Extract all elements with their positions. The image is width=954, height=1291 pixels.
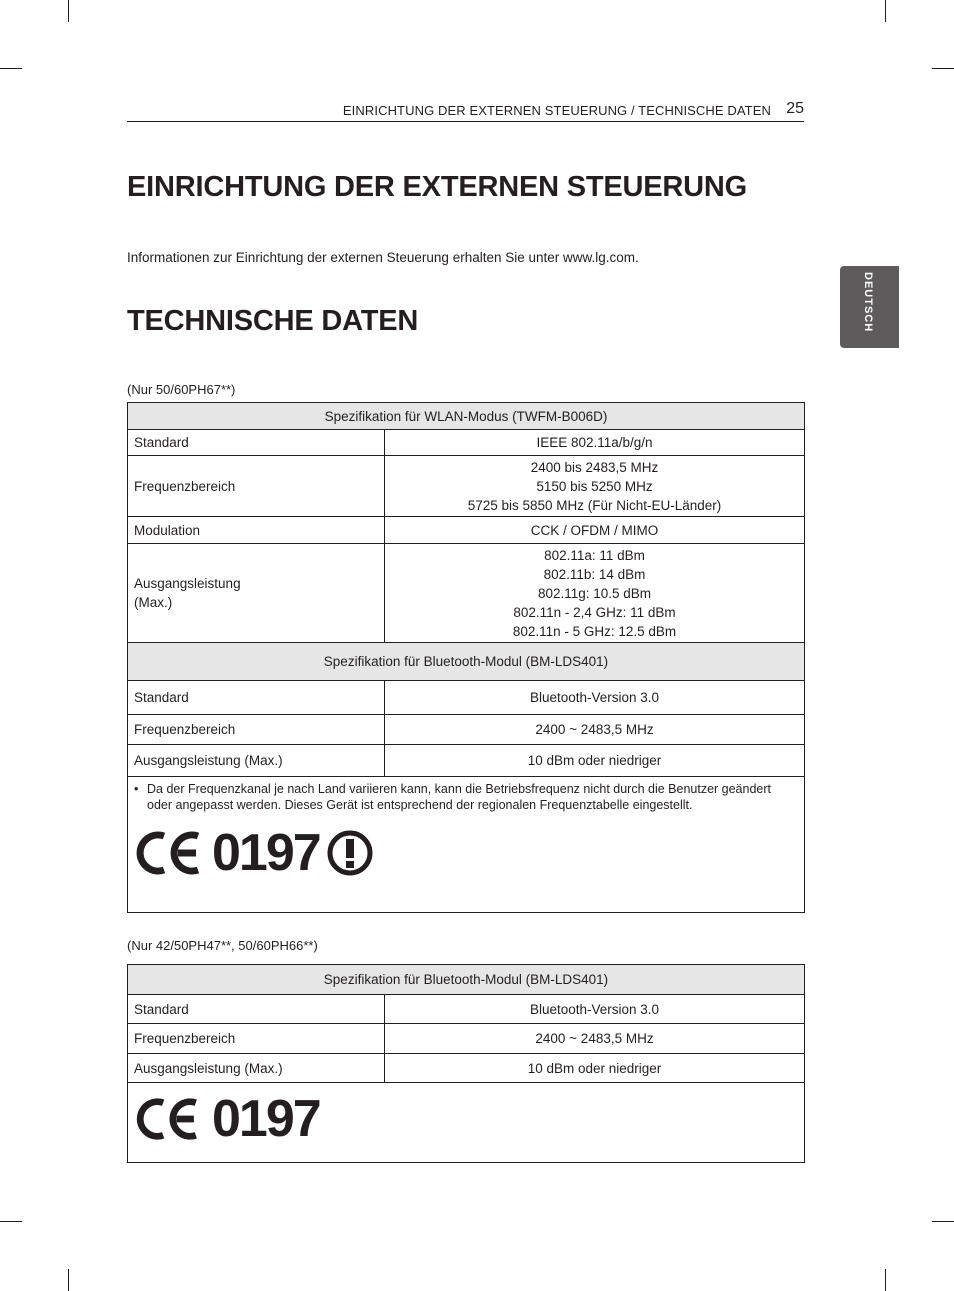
row-label: Modulation [128,517,385,544]
model-note: (Nur 50/60PH67**) [127,382,236,397]
table-row [128,517,805,544]
row-label: Frequenzbereich [128,456,385,517]
crop-mark [932,1221,954,1222]
footnote-cell [128,777,805,913]
language-tab [840,266,899,348]
row-label [128,544,385,643]
value-line: 802.11a: 11 dBm [544,547,645,563]
row-value [385,456,805,517]
spec-table-wlan-bt [127,402,805,913]
section-title-technical-data: TECHNISCHE DATEN [127,305,419,337]
row-label: Standard [128,681,385,715]
crop-mark [0,1221,22,1222]
label-line: Ausgangsleistung [134,576,241,591]
crop-mark [68,0,69,22]
table-row [128,456,805,517]
value-line: 802.11b: 14 dBm [543,566,646,582]
ce-number: 0197 [212,824,320,882]
value-line: 5725 bis 5850 MHz (Für Nicht-EU-Länder) [467,497,722,513]
row-value: 10 dBm oder niedriger [385,745,805,777]
label-line: (Max.) [134,595,173,610]
row-label: Frequenzbereich [128,1024,385,1054]
ce-marking [134,1091,798,1147]
row-label: Standard [128,995,385,1024]
footnote [134,777,798,813]
row-value: Bluetooth-Version 3.0 [385,995,805,1024]
ce-mark-icon [134,828,202,878]
ce-marking [134,823,798,883]
value-line: 2400 bis 2483,5 MHz [530,459,659,475]
row-value: IEEE 802.11a/b/g/n [385,430,805,456]
table-row [128,1054,805,1083]
row-value: 10 dBm oder niedriger [385,1054,805,1083]
row-value: CCK / OFDM / MIMO [385,517,805,544]
table-row [128,715,805,745]
crop-mark [885,1269,886,1291]
running-header [127,100,804,122]
bullet-icon: • [134,782,139,796]
spec-table-bt [127,964,805,1163]
running-title: EINRICHTUNG DER EXTERNEN STEUERUNG / TECHNISCHE DATEN [342,103,771,118]
table-row [128,995,805,1024]
value-line: 802.11n - 5 GHz: 12.5 dBm [512,623,677,639]
section-title-external-control: EINRICHTUNG DER EXTERNEN STEUERUNG [127,171,747,203]
table-row [128,681,805,715]
table-row [128,745,805,777]
table-header-wlan: Spezifikation für WLAN-Modus (TWFM-B006D) [128,403,805,430]
table-row [128,430,805,456]
page-number: 25 [786,100,804,117]
crop-mark [0,68,22,69]
language-tab-label: DEUTSCH [862,272,874,333]
ce-mark-icon [134,1095,200,1143]
row-value: Bluetooth-Version 3.0 [385,681,805,715]
value-line: 802.11g: 10.5 dBm [537,585,652,601]
model-note: (Nur 42/50PH47**, 50/60PH66**) [127,938,318,953]
value-line: 5150 bis 5250 MHz [536,478,653,494]
row-label: Ausgangsleistung (Max.) [128,1054,385,1083]
row-value: 2400 ~ 2483,5 MHz [385,715,805,745]
table-row [128,1024,805,1054]
crop-mark [68,1269,69,1291]
row-value: 2400 ~ 2483,5 MHz [385,1024,805,1054]
crop-mark [932,68,954,69]
external-control-text: Informationen zur Einrichtung der externen Steuerung erhalten Sie unter www.lg.com. [127,250,639,265]
row-label: Frequenzbereich [128,715,385,745]
ce-cell [128,1083,805,1163]
alert-circle-icon [326,829,374,877]
footnote-text: Da der Frequenzkanal je nach Land variieren kann, kann die Betriebsfrequenz nicht durch die Benutzer geändert oder angepasst werden. Dieses Gerät ist entsprechend der regionalen Frequenztabelle eingestellt. [147,782,772,812]
row-label: Standard [128,430,385,456]
row-value [385,544,805,643]
row-label: Ausgangsleistung (Max.) [128,745,385,777]
table-header-bluetooth: Spezifikation für Bluetooth-Modul (BM-LDS401) [128,965,805,995]
table-header-bluetooth: Spezifikation für Bluetooth-Modul (BM-LDS401) [128,643,805,681]
table-row [128,544,805,643]
ce-number: 0197 [212,1090,320,1148]
value-line: 802.11n - 2,4 GHz: 11 dBm [513,604,676,620]
crop-mark [885,0,886,22]
